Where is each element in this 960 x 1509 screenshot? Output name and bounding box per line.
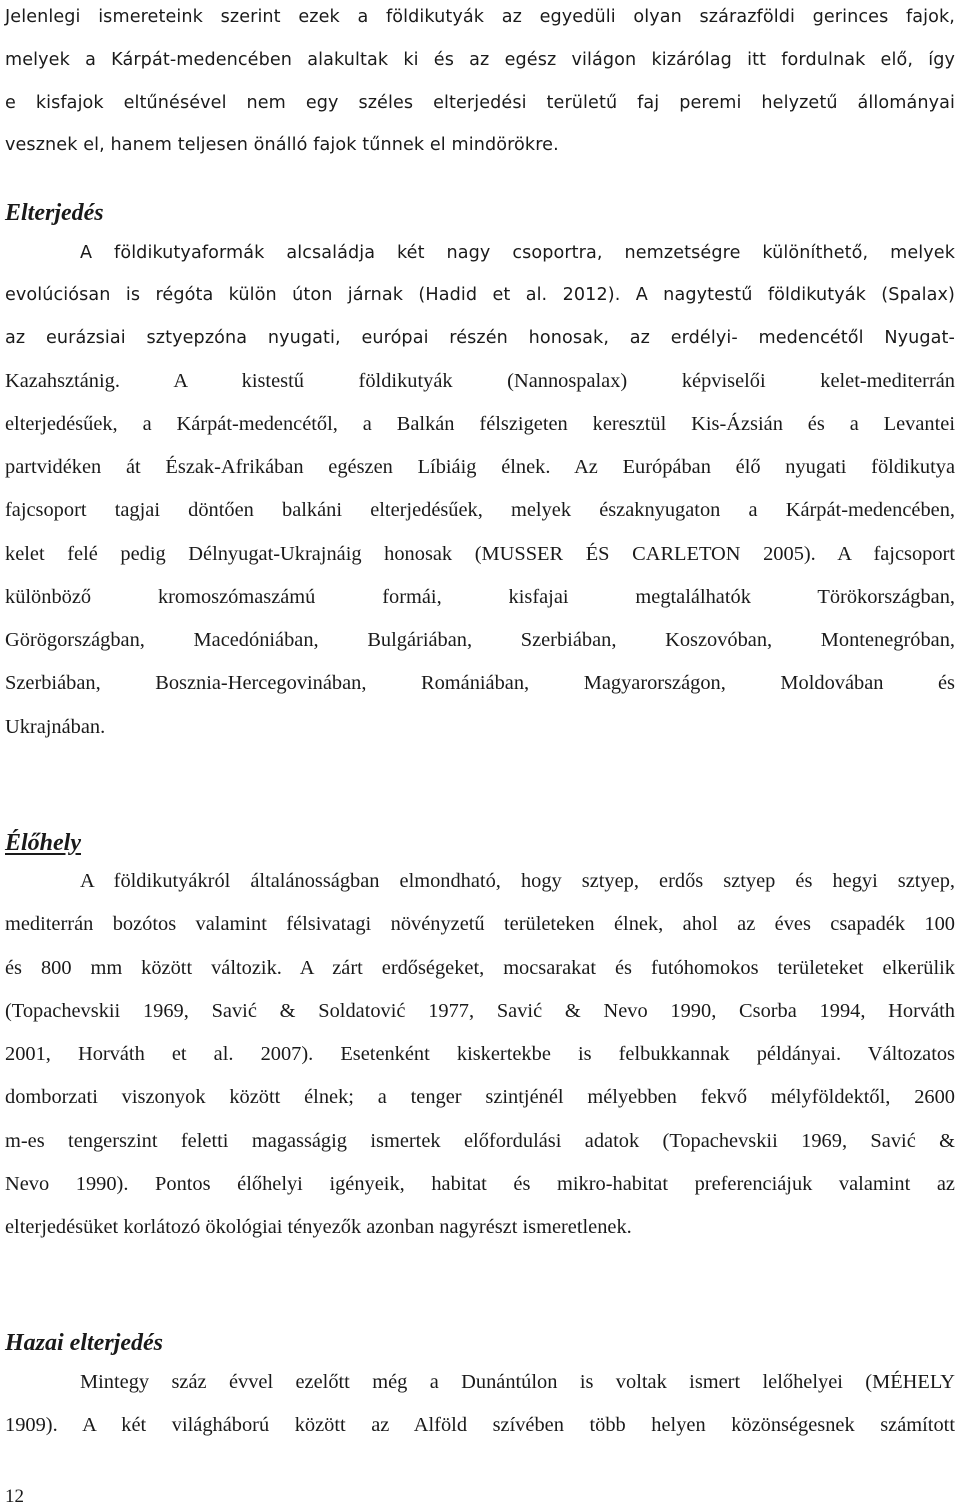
elterjedes-line-8: kelet felé pedig Délnyugat-Ukrajnáig honosak (MUSSER ÉS CARLETON 2005). A fajcsoport <box>5 543 955 565</box>
elterjedes-line-6: partvidéken át Észak-Afrikában egészen Líbiáig élnek. Az Európában élő nyugati földikutya <box>5 456 955 478</box>
elterjedes-line-1: A földikutyaformák alcsaládja két nagy csoportra, nemzetségre különíthető, melyek <box>80 243 955 263</box>
intro-line-1: Jelenlegi ismereteink szerint ezek a földikutyák az egyedüli olyan szárazföldi gerinces fajok, <box>5 7 955 27</box>
section-heading-elohely: Élőhely <box>5 830 81 856</box>
elohely-line-2: mediterrán bozótos valamint félsivatagi növényzetű területeken élnek, ahol az éves csapadék 100 <box>5 913 955 935</box>
elohely-line-1: A földikutyákról általánosságban elmondható, hogy sztyep, erdős sztyep és hegyi sztyep, <box>80 870 955 892</box>
elterjedes-line-3: az eurázsiai sztyepzóna nyugati, európai részén honosak, az erdélyi- medencétől Nyugat- <box>5 328 955 348</box>
elterjedes-line-7: fajcsoport tagjai döntően balkáni elterjedésűek, melyek északnyugaton a Kárpát-medencében, <box>5 499 955 521</box>
intro-line-4: vesznek el, hanem teljesen önálló fajok tűnnek el mindörökre. <box>5 135 559 155</box>
elterjedes-line-12: Ukrajnában. <box>5 716 106 738</box>
elterjedes-line-11: Szerbiában, Bosznia-Hercegovinában, Romániában, Magyarországon, Moldovában és <box>5 672 955 694</box>
elterjedes-line-2: evolúciósan is régóta külön úton járnak (Hadid et al. 2012). A nagytestű földikutyák (Spalax) <box>5 285 955 305</box>
elohely-line-5: 2001, Horváth et al. 2007). Esetenként kiskertekbe is felbukkannak példányai. Változatos <box>5 1043 955 1065</box>
elterjedes-line-9: különböző kromoszómaszámú formái, kisfajai megtalálhatók Törökországban, <box>5 586 955 608</box>
elohely-line-6: domborzati viszonyok között élnek; a tenger szintjénél mélyebben fekvő mélyföldektől, 2600 <box>5 1086 955 1108</box>
elterjedes-line-5: elterjedésűek, a Kárpát-medencétől, a Balkán félszigeten keresztül Kis-Ázsián és a Levantei <box>5 413 955 435</box>
hazai-line-1: Mintegy száz évvel ezelőtt még a Dunántúlon is voltak ismert lelőhelyei (MÉHELY <box>80 1371 955 1393</box>
section-heading-elterjedes: Elterjedés <box>5 200 104 226</box>
hazai-line-2: 1909). A két világháború között az Alföld szívében több helyen közönségesnek számított <box>5 1414 955 1436</box>
page-number: 12 <box>5 1486 24 1507</box>
elohely-line-4: (Topachevskii 1969, Savić & Soldatović 1977, Savić & Nevo 1990, Csorba 1994, Horváth <box>5 1000 955 1022</box>
elohely-line-3: és 800 mm között változik. A zárt erdőségeket, mocsarakat és futóhomokos területeket elkerülik <box>5 957 955 979</box>
intro-line-2: melyek a Kárpát-medencében alakultak ki és az egész világon kizárólag itt fordulnak elő, így <box>5 50 955 70</box>
elterjedes-line-4: Kazahsztánig. A kistestű földikutyák (Nannospalax) képviselői kelet-mediterrán <box>5 370 955 392</box>
intro-line-3: e kisfajok eltűnésével nem egy széles elterjedési területű faj peremi helyzetű állományai <box>5 93 955 113</box>
elohely-line-8: Nevo 1990). Pontos élőhelyi igényeik, habitat és mikro-habitat preferenciájuk valamint az <box>5 1173 955 1195</box>
elohely-line-7: m-es tengerszint feletti magasságig ismertek előfordulási adatok (Topachevskii 1969, Savić & <box>5 1130 955 1152</box>
elterjedes-line-10: Görögországban, Macedóniában, Bulgáriában, Szerbiában, Koszovóban, Montenegróban, <box>5 629 955 651</box>
elohely-line-9: elterjedésüket korlátozó ökológiai tényezők azonban nagyrészt ismeretlenek. <box>5 1216 632 1238</box>
section-heading-hazai-elterjedes: Hazai elterjedés <box>5 1330 163 1356</box>
